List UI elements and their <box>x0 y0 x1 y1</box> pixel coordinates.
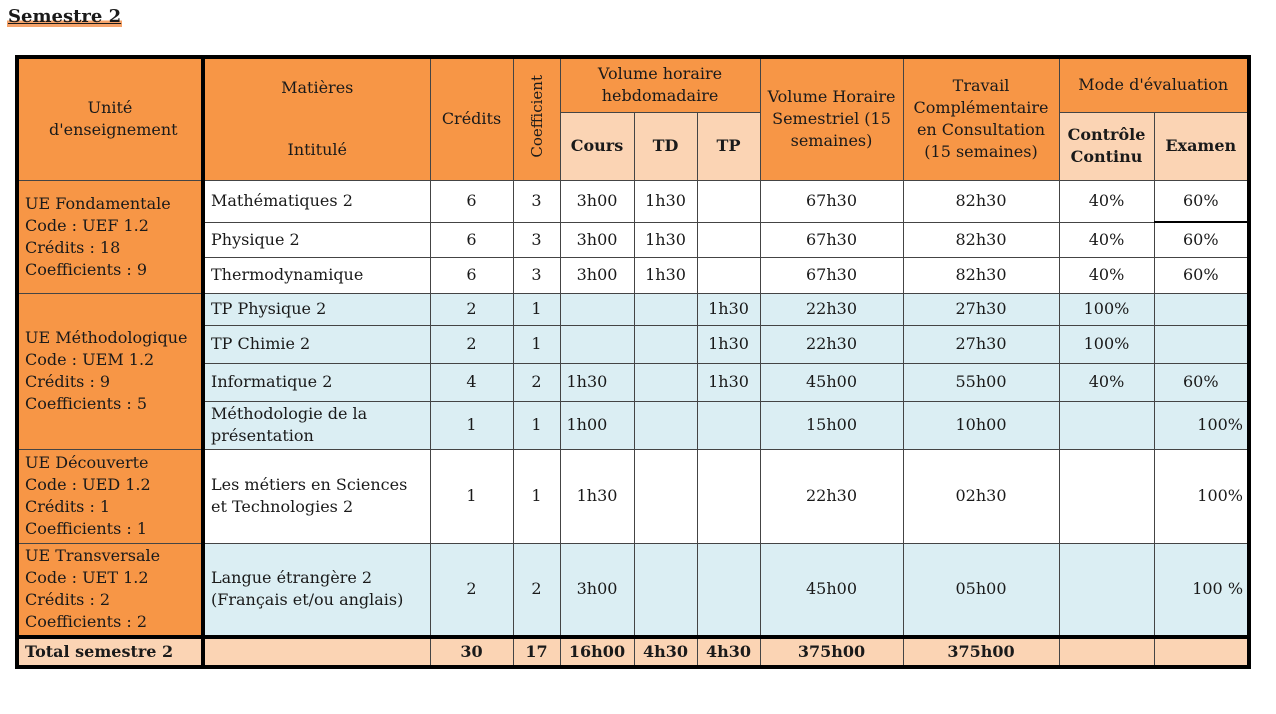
ue-label-line: UE Découverte <box>25 453 149 472</box>
ue-label-line: Crédits : 9 <box>25 372 111 391</box>
cell-cc: 40% <box>1059 222 1154 257</box>
cell-matiere: TP Chimie 2 <box>203 325 430 363</box>
total-matiere <box>203 637 430 667</box>
cell-examen: 100% <box>1154 449 1249 543</box>
cell-matiere: Informatique 2 <box>203 363 430 401</box>
cell-tp: 1h30 <box>697 325 760 363</box>
cell-cours: 3h00 <box>560 180 634 222</box>
cell-tp <box>697 449 760 543</box>
cell-examen <box>1154 293 1249 325</box>
cell-examen: 60% <box>1154 222 1249 257</box>
cell-cours: 3h00 <box>560 257 634 293</box>
total-credits: 30 <box>430 637 513 667</box>
ue-label-decouverte <box>17 449 203 543</box>
cell-tp <box>697 543 760 637</box>
cell-vhs: 22h30 <box>760 293 903 325</box>
cell-tp <box>697 222 760 257</box>
cell-td <box>634 325 697 363</box>
cell-cc <box>1059 401 1154 449</box>
cell-credits: 1 <box>430 401 513 449</box>
ue-label-line: Coefficients : 2 <box>25 612 148 632</box>
cell-cours: 1h00 <box>560 401 634 449</box>
cell-credits: 2 <box>430 293 513 325</box>
cell-credits: 6 <box>430 180 513 222</box>
header-volume-hebdo: Volume horaire hebdomadaire <box>560 57 760 112</box>
cell-coef: 3 <box>513 222 560 257</box>
ue-label-line: Crédits : 1 <box>25 497 111 516</box>
total-travail: 375h00 <box>903 637 1059 667</box>
cell-coef: 1 <box>513 401 560 449</box>
cell-travail: 82h30 <box>903 257 1059 293</box>
cell-cc: 40% <box>1059 180 1154 222</box>
cell-vhs: 15h00 <box>760 401 903 449</box>
total-label: Total semestre 2 <box>17 637 203 667</box>
cell-coef: 1 <box>513 449 560 543</box>
ue-label-transversale <box>17 543 203 637</box>
ue-label-line: UE Fondamentale <box>25 193 171 213</box>
cell-coef: 2 <box>513 543 560 637</box>
header-unite: Unité d'enseignement <box>17 57 203 180</box>
cell-travail: 05h00 <box>903 543 1059 637</box>
total-cc <box>1059 637 1154 667</box>
table-row <box>17 293 1249 325</box>
header-volume-semestriel: Volume Horaire Semestriel (15 semaines) <box>760 57 903 180</box>
cell-matiere: Thermodynamique <box>203 257 430 293</box>
cell-tp <box>697 401 760 449</box>
cell-cours: 3h00 <box>560 543 634 637</box>
cell-travail: 02h30 <box>903 449 1059 543</box>
header-coefficient-label: Coefficient <box>527 74 546 158</box>
cell-examen: 100 % <box>1154 543 1249 637</box>
cell-tp: 1h30 <box>697 293 760 325</box>
header-td: TD <box>634 112 697 180</box>
cell-travail: 55h00 <box>903 363 1059 401</box>
total-tp: 4h30 <box>697 637 760 667</box>
cell-credits: 1 <box>430 449 513 543</box>
cell-td: 1h30 <box>634 180 697 222</box>
ue-label-line: UE Transversale <box>25 546 161 566</box>
cell-credits: 6 <box>430 257 513 293</box>
ue-label-line: Coefficients : 9 <box>25 259 148 279</box>
header-travail: Travail Complémentaire en Consultation (15 semaines) <box>903 57 1059 180</box>
cell-cc: 100% <box>1059 325 1154 363</box>
cell-td <box>634 543 697 637</box>
total-coef: 17 <box>513 637 560 667</box>
cell-cc <box>1059 543 1154 637</box>
cell-credits: 4 <box>430 363 513 401</box>
header-credits: Crédits <box>430 57 513 180</box>
cell-vhs: 45h00 <box>760 543 903 637</box>
cell-td <box>634 449 697 543</box>
cell-vhs: 22h30 <box>760 449 903 543</box>
cell-cc <box>1059 449 1154 543</box>
cell-matiere: Méthodologie de la présentation <box>203 401 430 449</box>
total-cours: 16h00 <box>560 637 634 667</box>
ue-label-line: UE Méthodologique <box>25 328 188 347</box>
cell-coef: 1 <box>513 293 560 325</box>
cell-tp <box>697 257 760 293</box>
cell-examen: 100% <box>1154 401 1249 449</box>
cell-cc: 40% <box>1059 257 1154 293</box>
ue-label-line: Coefficients : 5 <box>25 394 148 413</box>
cell-vhs: 67h30 <box>760 257 903 293</box>
cell-coef: 2 <box>513 363 560 401</box>
cell-vhs: 22h30 <box>760 325 903 363</box>
cell-cours: 1h30 <box>560 363 634 401</box>
header-matieres-label: Matières <box>281 78 354 97</box>
cell-travail: 82h30 <box>903 222 1059 257</box>
cell-credits: 2 <box>430 325 513 363</box>
cell-coef: 1 <box>513 325 560 363</box>
cell-td <box>634 293 697 325</box>
total-td: 4h30 <box>634 637 697 667</box>
header-controle: Contrôle Continu <box>1059 112 1154 180</box>
semester-title: Semestre 2 <box>8 6 122 27</box>
header-matieres <box>203 57 430 180</box>
ue-label-line: Crédits : 2 <box>25 590 111 610</box>
cell-td <box>634 401 697 449</box>
total-row <box>17 637 1249 667</box>
cell-travail: 27h30 <box>903 325 1059 363</box>
cell-cc: 40% <box>1059 363 1154 401</box>
total-vhs: 375h00 <box>760 637 903 667</box>
cell-credits: 6 <box>430 222 513 257</box>
ue-label-line: Code : UED 1.2 <box>25 475 151 494</box>
cell-matiere: TP Physique 2 <box>203 293 430 325</box>
cell-examen: 60% <box>1154 257 1249 293</box>
cell-tp: 1h30 <box>697 363 760 401</box>
ue-label-methodologique <box>17 293 203 449</box>
header-cours: Cours <box>560 112 634 180</box>
cell-vhs: 67h30 <box>760 222 903 257</box>
cell-matiere: Langue étrangère 2 (Français et/ou anglais) <box>203 543 430 637</box>
program-table <box>15 55 1251 669</box>
ue-label-line: Code : UEM 1.2 <box>25 350 155 369</box>
table-row <box>17 449 1249 543</box>
cell-cours <box>560 293 634 325</box>
cell-travail: 82h30 <box>903 180 1059 222</box>
header-tp: TP <box>697 112 760 180</box>
cell-td: 1h30 <box>634 257 697 293</box>
cell-tp <box>697 180 760 222</box>
cell-travail: 10h00 <box>903 401 1059 449</box>
header-intitule-label: Intitulé <box>287 140 347 159</box>
cell-cours: 1h30 <box>560 449 634 543</box>
cell-examen: 60% <box>1154 180 1249 222</box>
table-row <box>17 180 1249 222</box>
cell-matiere: Physique 2 <box>203 222 430 257</box>
ue-label-line: Code : UET 1.2 <box>25 568 149 588</box>
cell-vhs: 67h30 <box>760 180 903 222</box>
header-examen: Examen <box>1154 112 1249 180</box>
ue-label-fondamentale <box>17 180 203 293</box>
ue-label-line: Coefficients : 1 <box>25 519 148 538</box>
ue-label-line: Code : UEF 1.2 <box>25 215 149 235</box>
cell-td: 1h30 <box>634 222 697 257</box>
cell-credits: 2 <box>430 543 513 637</box>
cell-cc: 100% <box>1059 293 1154 325</box>
cell-coef: 3 <box>513 180 560 222</box>
cell-cours: 3h00 <box>560 222 634 257</box>
cell-matiere: Mathématiques 2 <box>203 180 430 222</box>
cell-examen <box>1154 325 1249 363</box>
cell-td <box>634 363 697 401</box>
ue-label-line: Crédits : 18 <box>25 237 121 257</box>
cell-cours <box>560 325 634 363</box>
table-row <box>17 543 1249 637</box>
cell-vhs: 45h00 <box>760 363 903 401</box>
cell-coef: 3 <box>513 257 560 293</box>
cell-examen: 60% <box>1154 363 1249 401</box>
total-examen <box>1154 637 1249 667</box>
cell-matiere: Les métiers en Sciences et Technologies 2 <box>203 449 430 543</box>
header-coefficient <box>513 57 560 180</box>
header-mode-eval: Mode d'évaluation <box>1059 57 1249 112</box>
cell-travail: 27h30 <box>903 293 1059 325</box>
